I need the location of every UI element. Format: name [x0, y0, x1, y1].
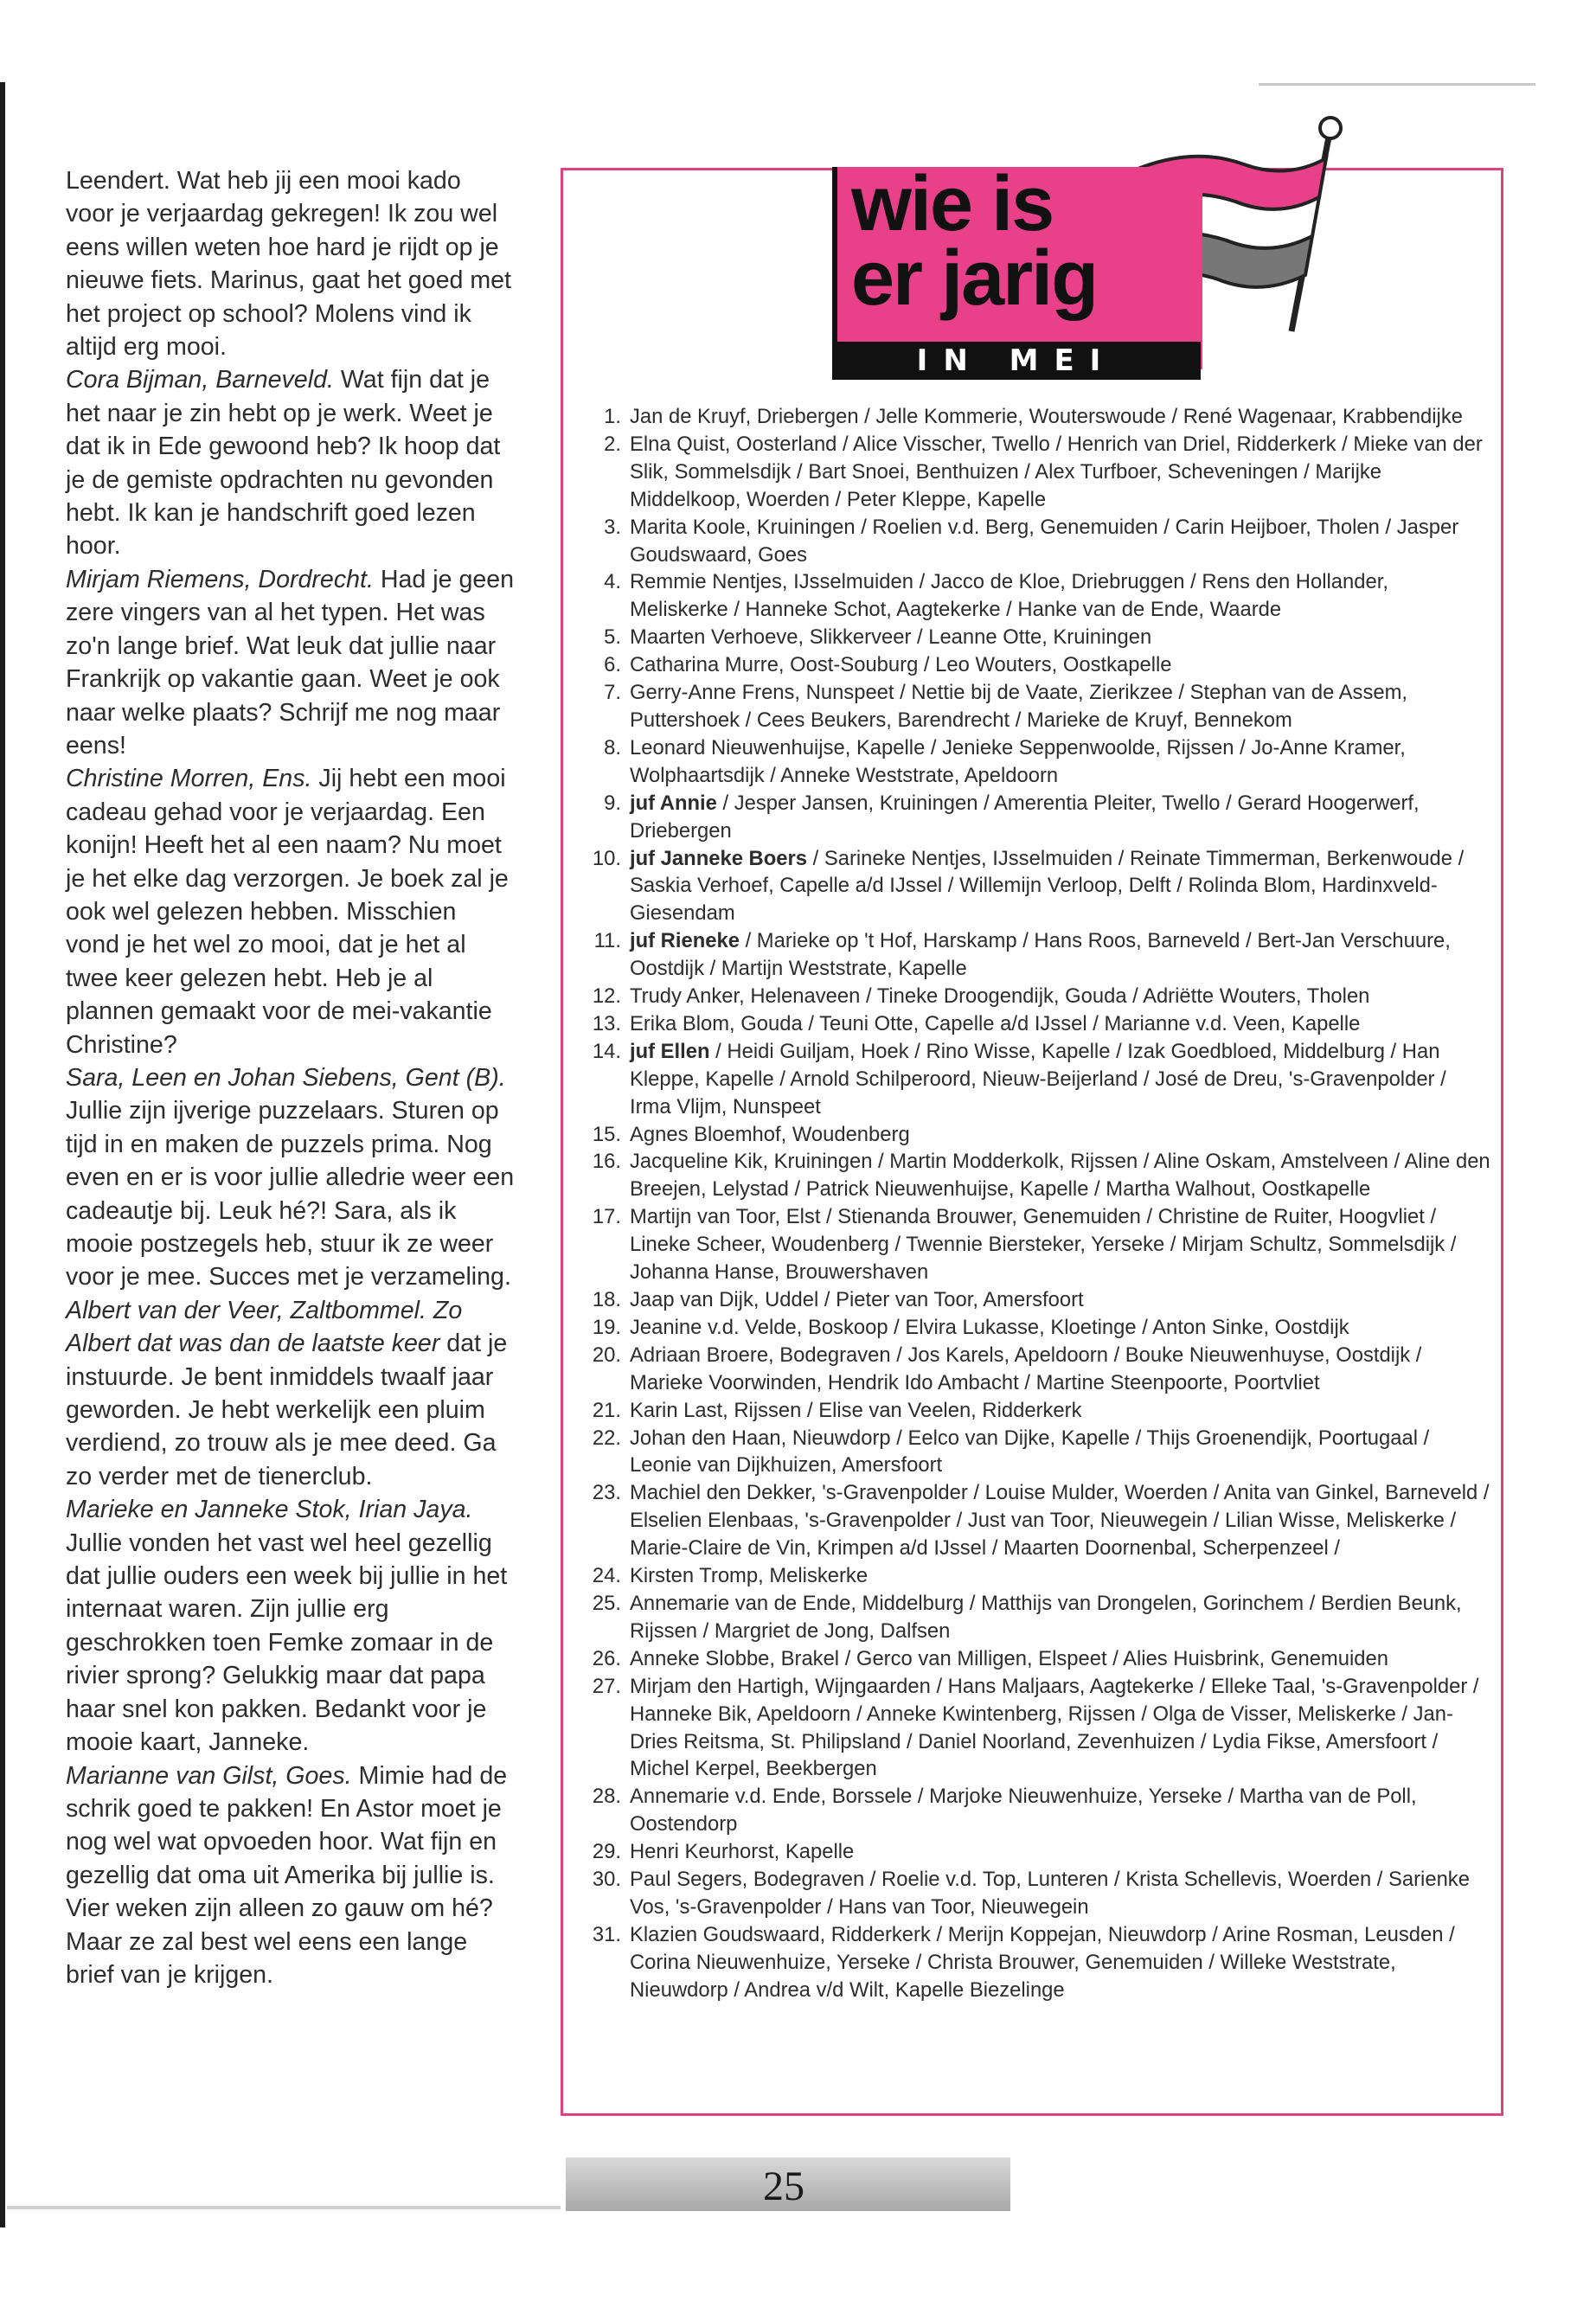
birthday-names — [630, 624, 1490, 651]
names-text: / Heidi Guiljam, Hoek / Rino Wisse, Kapelle / Izak Goedbloed, Middelburg / Han Kleppe, Kapelle / Arnold Schilperoord, Nieuw-Beijerland / José de Dreu, 's-Gravenpolder / Irma Vlijm, Nunspeet — [630, 1039, 1446, 1118]
names-text: Erika Blom, Gouda / Teuni Otte, Capelle a/d IJssel / Marianne v.d. Veen, Kapelle — [630, 1011, 1361, 1035]
letter-6 — [66, 1493, 516, 1759]
day-number: 31. — [592, 1922, 621, 1946]
day-number: 21. — [592, 1398, 621, 1422]
letter-sender: Cora Bijman, Barneveld. — [66, 366, 334, 394]
scan-edge-bar — [0, 82, 5, 2227]
birthday-entry — [578, 624, 1490, 651]
birthday-entry — [578, 1342, 1490, 1397]
birthday-names — [630, 927, 1490, 983]
birthday-entry — [578, 1397, 1490, 1425]
day-number: 16. — [592, 1150, 621, 1174]
day-number: 27. — [592, 1674, 621, 1698]
day-number: 26. — [592, 1646, 621, 1670]
names-text: Karin Last, Rijssen / Elise van Veelen, Ridderkerk — [630, 1398, 1082, 1422]
birthday-entry — [578, 1425, 1490, 1480]
day-number: 1. — [604, 405, 621, 428]
names-text: Adriaan Broere, Bodegraven / Jos Karels, Apeldoorn / Bouke Nieuwenhuyse, Oostdijk / Marieke Voorwinden, Hendrik Ido Ambacht / Martine Steenpoorte, Poortvliet — [630, 1343, 1422, 1394]
birthday-entry — [578, 1479, 1490, 1562]
birthday-names — [630, 1838, 1490, 1866]
letters-column — [66, 164, 516, 1991]
header-title-line-1: wie is — [851, 161, 1054, 247]
day-number: 14. — [592, 1039, 621, 1063]
birthday-names — [630, 679, 1490, 734]
birthday-entry — [578, 568, 1490, 624]
names-text: Maarten Verhoeve, Slikkerveer / Leanne Otte, Kruiningen — [630, 625, 1152, 650]
birthday-entry — [578, 1838, 1490, 1866]
birthday-entry — [578, 1203, 1490, 1286]
day-number: 19. — [592, 1315, 621, 1339]
day-number: 6. — [604, 653, 621, 677]
birthday-entry — [578, 1783, 1490, 1838]
day-number: 13. — [592, 1011, 621, 1035]
teacher-name: juf Janneke Boers — [630, 846, 807, 870]
birthday-entry — [578, 1148, 1490, 1203]
names-text: Johan den Haan, Nieuwdorp / Eelco van Dijke, Kapelle / Thijs Groenendijk, Poortugaal / Leonie van Dijkhuizen, Amersfoort — [630, 1426, 1430, 1477]
birthday-names — [630, 568, 1490, 624]
birthday-names — [630, 845, 1490, 928]
birthday-entry — [578, 1921, 1490, 2004]
day-number: 30. — [592, 1868, 621, 1892]
birthday-names — [630, 1397, 1490, 1425]
birthday-entry — [578, 1010, 1490, 1038]
birthday-names — [630, 1866, 1490, 1921]
names-text: Henri Keurhorst, Kapelle — [630, 1840, 855, 1864]
letter-text: Wat fijn dat je het naar je zin hebt op je werk. Weet je dat ik in Ede gewoond heb? Ik hoop dat je de gemiste opdrachten nu gevonden hebt. Ik kan je handschrift goed lezen hoor. — [66, 366, 501, 561]
birthday-entry — [578, 1121, 1490, 1149]
day-number: 29. — [592, 1840, 621, 1864]
birthday-names — [630, 734, 1490, 790]
birthday-entry — [578, 845, 1490, 928]
letter-2 — [66, 563, 516, 762]
letter-sender: Marieke en Janneke Stok, Irian Jaya. — [66, 1496, 473, 1524]
birthday-names — [630, 1148, 1490, 1203]
names-text: / Jesper Jansen, Kruiningen / Amerentia Pleiter, Twello / Gerard Hoogerwerf, Driebergen — [630, 791, 1420, 843]
birthday-names — [630, 431, 1490, 514]
names-text: Gerry-Anne Frens, Nunspeet / Nettie bij de Vaate, Zierikzee / Stephan van de Assem, Puttershoek / Cees Beukers, Barendrecht / Marieke de Kruyf, Bennekom — [630, 681, 1408, 732]
day-number: 3. — [604, 515, 621, 539]
day-number: 7. — [604, 681, 621, 705]
birthday-entry — [578, 1314, 1490, 1342]
letter-text: Jij hebt een mooi cadeau gehad voor je verjaardag. Een konijn! Heeft het al een naam? Nu moet je het elke dag verzorgen. Je boek zal je ook wel gelezen hebben. Misschien vond je het wel zo mooi, dat je het al twee keer gelezen hebt. Heb je al plannen gemaakt voor de mei-vakantie Christine? — [66, 765, 509, 1059]
day-number: 17. — [592, 1205, 621, 1229]
birthday-names — [630, 1203, 1490, 1286]
names-text: Leonard Nieuwenhuijse, Kapelle / Jenieke Seppenwoolde, Rijssen / Jo-Anne Kramer, Wolphaartsdijk / Anneke Weststrate, Apeldoorn — [630, 735, 1406, 787]
names-text: Elna Quist, Oosterland / Alice Visscher, Twello / Henrich van Driel, Ridderkerk / Mieke van der Slik, Sommelsdijk / Bart Snoei, Benthuizen / Alex Turfboer, Scheveningen / Marijke Middelkoop, Woerden / Peter Kleppe, Kapelle — [630, 432, 1483, 511]
letter-4 — [66, 1061, 516, 1294]
birthday-names — [630, 1038, 1490, 1121]
birthday-names — [630, 514, 1490, 569]
letter-sender: Marianne van Gilst, Goes. — [66, 1761, 352, 1790]
birthday-names — [630, 1783, 1490, 1838]
names-text: Jeanine v.d. Velde, Boskoop / Elvira Lukasse, Kloetinge / Anton Sinke, Oostdijk — [630, 1315, 1349, 1339]
birthday-entry — [578, 679, 1490, 734]
letter-0 — [66, 164, 516, 363]
letter-1 — [66, 363, 516, 562]
birthday-names — [630, 1010, 1490, 1038]
birthday-entry — [578, 927, 1490, 983]
header-title-line-2: er jarig — [851, 235, 1098, 322]
day-number: 15. — [592, 1122, 621, 1146]
names-text: Klazien Goudswaard, Ridderkerk / Merijn Koppejan, Nieuwdorp / Arine Rosman, Leusden / Corina Nieuwenhuize, Yerseke / Christa Brouwer, Genemuiden / Willeke Weststrate, Nieuwdorp / Andrea v/d Wilt, Kapelle Biezelinge — [630, 1922, 1455, 2002]
letter-text: Had je geen zere vingers van al het typen. Het was zo'n lange brief. Wat leuk dat jullie naar Frankrijk op vakantie gaan. Weet je ook naar welke plaats? Schrijf me nog maar eens! — [66, 565, 515, 760]
names-text: Paul Segers, Bodegraven / Roelie v.d. Top, Lunteren / Krista Schellevis, Woerden / Sarienke Vos, 's-Gravenpolder / Hans van Toor, Nieuwegein — [630, 1868, 1470, 1919]
day-number: 12. — [592, 984, 621, 1009]
birthday-names — [630, 1590, 1490, 1645]
header-banner: IN MEI — [832, 342, 1201, 380]
names-text: Annemarie van de Ende, Middelburg / Matthijs van Drongelen, Gorinchem / Berdien Beunk, Rijssen / Margriet de Jong, Dalfsen — [630, 1591, 1462, 1643]
birthday-names — [630, 1425, 1490, 1480]
birthday-entry — [578, 983, 1490, 1010]
day-number: 24. — [592, 1564, 621, 1588]
names-text: Catharina Murre, Oost-Souburg / Leo Wouters, Oostkapelle — [630, 653, 1172, 677]
names-text: / Sarineke Nentjes, IJsselmuiden / Reinate Timmerman, Berkenwoude / Saskia Verhoef, Capelle a/d IJssel / Willemijn Verloop, Delft / Rolinda Blom, Hardinxveld-Giesendam — [630, 846, 1465, 926]
names-text: Mirjam den Hartigh, Wijngaarden / Hans Maljaars, Aagtekerke / Elleke Taal, 's-Gravenpolder / Hanneke Bik, Apeldoorn / Anneke Kwintenberg, Rijssen / Olga de Visser, Meliskerke / Jan-Dries Reitsma, St. Philipsland / Daniel Noorland, Zevenhuizen / Lydia Fikse, Amersfoort / Michel Kerpel, Beekbergen — [630, 1674, 1479, 1781]
names-text: Jaap van Dijk, Uddel / Pieter van Toor, Amersfoort — [630, 1288, 1084, 1311]
letter-3 — [66, 762, 516, 1061]
day-number: 28. — [592, 1785, 621, 1809]
birthday-names — [630, 1286, 1490, 1314]
birthday-entry — [578, 1866, 1490, 1921]
birthday-entry — [578, 1590, 1490, 1645]
day-number: 9. — [604, 791, 621, 815]
birthday-entry — [578, 1562, 1490, 1590]
birthday-names — [630, 983, 1490, 1010]
names-text: Jan de Kruyf, Driebergen / Jelle Kommerie, Wouterswoude / René Wagenaar, Krabbendijke — [630, 405, 1463, 428]
letter-sender: Albert van der Veer, Zaltbommel. Zo Albert dat was dan de laatste keer — [66, 1296, 463, 1358]
letter-text: Leendert. Wat heb jij een mooi kado voor je verjaardag gekregen! Ik zou wel eens willen weten hoe hard je rijdt op je nieuwe fiets. Marinus, gaat het goed met het project op school? Molens vind ik altijd erg mooi. — [66, 167, 511, 362]
day-number: 22. — [592, 1426, 621, 1450]
top-rule — [1259, 83, 1535, 86]
birthday-names — [630, 1314, 1490, 1342]
birthday-entry — [578, 790, 1490, 845]
birthday-entry — [578, 734, 1490, 790]
names-text: Martijn van Toor, Elst / Stienanda Brouwer, Genemuiden / Christine de Ruiter, Hoogvliet / Lineke Scheer, Woudenberg / Twennie Biersteker, Yerseke / Mirjam Schultz, Sommelsdijk / Johanna Hanse, Brouwershaven — [630, 1205, 1457, 1285]
bottom-rule — [7, 2206, 561, 2209]
page-number-bar — [566, 2157, 1010, 2211]
letter-sender: Sara, Leen en Johan Siebens, Gent (B). — [66, 1063, 506, 1092]
names-text: Jacqueline Kik, Kruiningen / Martin Modderkolk, Rijssen / Aline Oskam, Amstelveen / Aline den Breejen, Lelystad / Patrick Nieuwenhuijse, Kapelle / Martha Walhout, Oostkapelle — [630, 1150, 1490, 1202]
birthday-entry — [578, 651, 1490, 679]
birthday-list — [578, 403, 1490, 2004]
day-number: 10. — [592, 846, 621, 870]
letter-text: Mimie had de schrik goed te pakken! En Astor moet je nog wel wat opvoeden hoor. Wat fijn en gezellig dat oma uit Amerika bij jullie is. Vier weken zijn alleen zo gauw om hé? Maar ze zal best wel eens een lange brief van je krijgen. — [66, 1761, 508, 1989]
day-number: 2. — [604, 432, 621, 456]
birthday-names — [630, 403, 1490, 431]
letter-7 — [66, 1759, 516, 1992]
letter-sender: Mirjam Riemens, Dordrecht. — [66, 565, 374, 593]
day-number: 5. — [604, 625, 621, 650]
letter-sender: Christine Morren, Ens. — [66, 765, 312, 793]
names-text: Trudy Anker, Helenaveen / Tineke Droogendijk, Gouda / Adriëtte Wouters, Tholen — [630, 984, 1370, 1009]
birthday-names — [630, 1562, 1490, 1590]
letter-text: dat je instuurde. Je bent inmiddels twaalf jaar geworden. Je hebt werkelijk een pluim verdiend, zo trouw als je mee deed. Ga zo verder met de tienerclub. — [66, 1330, 508, 1490]
birthday-entry — [578, 514, 1490, 569]
letter-text: Jullie zijn ijverige puzzelaars. Sturen op tijd in en maken de puzzels prima. Nog even en er is voor jullie alledrie weer een cadeautje bij. Leuk hé?! Sara, als ik mooie postzegels heb, stuur ik ze weer voor je mee. Succes met je verzameling. — [66, 1097, 515, 1292]
names-text: Anneke Slobbe, Brakel / Gerco van Milligen, Elspeet / Alies Huisbrink, Genemuiden — [630, 1646, 1388, 1670]
page-number: 25 — [763, 2163, 804, 2209]
names-text: Agnes Bloemhof, Woudenberg — [630, 1122, 910, 1146]
day-number: 20. — [592, 1343, 621, 1367]
birthday-entry — [578, 1038, 1490, 1121]
names-text: Marita Koole, Kruiningen / Roelien v.d. Berg, Genemuiden / Carin Heijboer, Tholen / Jasper Goudswaard, Goes — [630, 515, 1459, 567]
birthday-names — [630, 1645, 1490, 1673]
birthday-names — [630, 1121, 1490, 1149]
letter-text: Jullie vonden het vast wel heel gezellig dat jullie ouders een week bij jullie in het internaat waren. Zijn jullie erg geschrokken toen Femke zomaar in de rivier sprong? Gelukkig maar dat papa haar snel kon pakken. Bedankt voor je mooie kaart, Janneke. — [66, 1529, 508, 1757]
day-number: 8. — [604, 735, 621, 760]
birthday-names — [630, 1342, 1490, 1397]
names-text: Kirsten Tromp, Meliskerke — [630, 1564, 869, 1588]
names-text: Remmie Nentjes, IJsselmuiden / Jacco de Kloe, Driebruggen / Rens den Hollander, Meliskerke / Hanneke Schot, Aagtekerke / Hanke van de Ende, Waarde — [630, 570, 1388, 622]
letter-5 — [66, 1294, 516, 1493]
birthday-entry — [578, 1286, 1490, 1314]
birthday-names — [630, 651, 1490, 679]
names-text: Machiel den Dekker, 's-Gravenpolder / Louise Mulder, Woerden / Anita van Ginkel, Barneveld / Elselien Elenbaas, 's-Gravenpolder / Just van Toor, Nieuwegein / Lilian Wisse, Meliskerke / Marie-Claire de Vin, Krimpen a/d IJssel / Maarten Doornenbal, Scherpenzeel / — [630, 1481, 1490, 1561]
birthday-entry — [578, 1645, 1490, 1673]
day-number: 18. — [592, 1288, 621, 1311]
birthday-entry — [578, 403, 1490, 431]
day-number: 11. — [593, 929, 621, 953]
day-number: 25. — [592, 1591, 621, 1615]
day-number: 23. — [592, 1481, 621, 1505]
names-text: Annemarie v.d. Ende, Borssele / Marjoke Nieuwenhuize, Yerseke / Martha van de Poll, Oostendorp — [630, 1785, 1417, 1836]
birthday-names — [630, 790, 1490, 845]
header-block — [832, 160, 1204, 392]
birthday-entry — [578, 431, 1490, 514]
teacher-name: juf Rieneke — [630, 929, 740, 953]
names-text: / Marieke op 't Hof, Harskamp / Hans Roos, Barneveld / Bert-Jan Verschuure, Oostdijk / Martijn Weststrate, Kapelle — [630, 929, 1451, 981]
birthday-names — [630, 1921, 1490, 2004]
birthday-names — [630, 1479, 1490, 1562]
birthday-names — [630, 1673, 1490, 1784]
day-number: 4. — [604, 570, 621, 594]
teacher-name: juf Annie — [630, 791, 717, 815]
teacher-name: juf Ellen — [630, 1039, 710, 1063]
birthday-entry — [578, 1673, 1490, 1784]
